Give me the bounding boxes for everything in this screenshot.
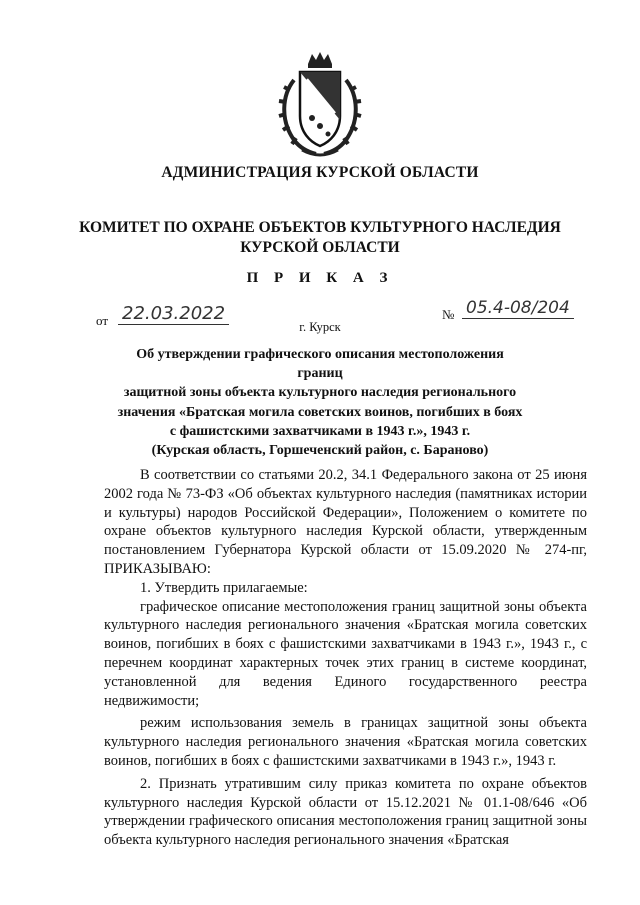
item-1b-paragraph: режим использования земель в границах защитной зоны объекта культурного наследия регионального значения «Братская могила советских воинов, погибших в боях с фашистскими захватчиками в 1943 г.», 1943 г. bbox=[104, 715, 587, 769]
coat-of-arms-emblem bbox=[272, 50, 368, 162]
committee-name bbox=[0, 218, 640, 258]
subject-line: (Курская область, Горшеченский район, с. Бараново) bbox=[151, 443, 489, 459]
order-subject bbox=[115, 345, 525, 460]
committee-name-line1: КОМИТЕТ ПО ОХРАНЕ ОБЪЕКТОВ КУЛЬТУРНОГО НАСЛЕДИЯ bbox=[79, 219, 561, 236]
subject-line: защитной зоны объекта культурного наследия регионального bbox=[123, 385, 517, 401]
city-label: г. Курск bbox=[299, 320, 341, 334]
order-date-handwritten: 22.03.2022 bbox=[118, 303, 229, 325]
order-body bbox=[104, 466, 587, 850]
subject-line: Об утверждении графического описания местоположения границ bbox=[136, 347, 504, 382]
item-1a-paragraph: графическое описание местоположения границ защитной зоны объекта культурного наследия регионального значения «Братская могила советских воинов, погибших в боях с фашистскими захватчиками в 1943 г.», 1943 г., с перечнем координат характерных точек этих границ в системе координат, установленной для ведения Единого государственного реестра недвижимости; bbox=[104, 598, 587, 709]
preamble-paragraph: В соответствии со статьями 20.2, 34.1 Федерального закона от 25 июня 2002 года № 73-ФЗ «Об объектах культурного наследия (памятниках истории и культуры) народов Российской Федерации», Положением о комитете по охране объектов культурного наследия Курской области, утвержденным постановлением Губернатора Курской области от 15.09.2020 № 274-пг, ПРИКАЗЫВАЮ: bbox=[104, 467, 587, 577]
subject-line: значения «Братская могила советских воинов, погибших в боях bbox=[117, 404, 523, 420]
subject-line: с фашистскими захватчиками в 1943 г.», 1943 г. bbox=[169, 423, 471, 439]
order-title: П Р И К А З bbox=[246, 270, 394, 286]
number-label: № bbox=[442, 307, 455, 322]
item-2-paragraph: 2. Признать утратившим силу приказ комитета по охране объектов культурного наследия Курской области от 15.12.2021 № 01.1-08/646 «Об утверждении графического описания местоположения границ защитной зоны объекта культурного наследия регионального значения «Братская bbox=[104, 775, 587, 849]
committee-name-line2: КУРСКОЙ ОБЛАСТИ bbox=[240, 239, 400, 256]
item-1-paragraph: 1. Утвердить прилагаемые: bbox=[140, 579, 308, 596]
administration-name: АДМИНИСТРАЦИЯ КУРСКОЙ ОБЛАСТИ bbox=[161, 164, 479, 181]
date-label: от bbox=[96, 313, 109, 328]
order-number-handwritten: 05.4-08/204 bbox=[462, 298, 574, 319]
